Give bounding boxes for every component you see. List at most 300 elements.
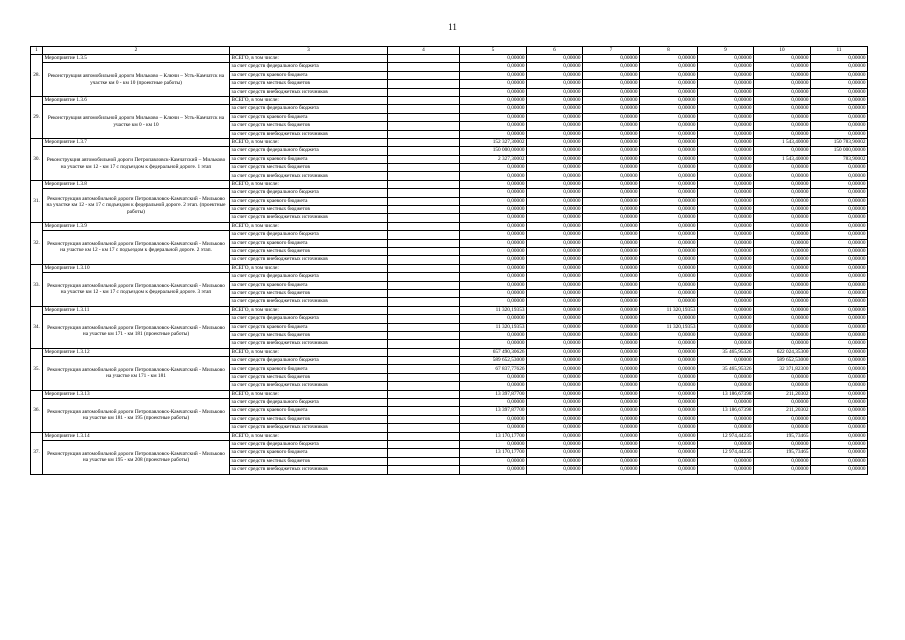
value-cell: 0,00000	[811, 331, 868, 339]
value-cell: 0,00000	[583, 105, 640, 113]
empty-cell	[388, 424, 460, 432]
row-number: 28.	[31, 55, 43, 97]
value-cell: 0,00000	[754, 466, 811, 474]
value-cell: 0,00000	[754, 222, 811, 230]
value-cell: 0,00000	[754, 264, 811, 272]
value-cell: 0,00000	[583, 55, 640, 63]
value-cell: 0,00000	[583, 172, 640, 180]
value-cell: 0,00000	[583, 306, 640, 314]
funding-source-label: за счет средств краевого бюджета	[230, 449, 388, 457]
column-number: 9	[698, 47, 754, 55]
value-cell: 0,00000	[640, 399, 698, 407]
value-cell: 0,00000	[811, 382, 868, 390]
empty-cell	[388, 147, 460, 155]
value-cell: 0,00000	[583, 113, 640, 121]
funding-source-label: за счет средств внебюджетных источников	[230, 340, 388, 348]
value-cell: 0,00000	[754, 399, 811, 407]
value-cell: 622 024,35300	[754, 348, 811, 356]
value-cell: 211,20302	[754, 390, 811, 398]
value-cell: 0,00000	[754, 71, 811, 79]
value-cell: 0,00000	[460, 424, 527, 432]
value-cell: 0,00000	[583, 323, 640, 331]
value-cell: 0,00000	[811, 306, 868, 314]
value-cell: 0,00000	[583, 289, 640, 297]
value-cell: 0,00000	[811, 466, 868, 474]
table-row	[31, 63, 868, 71]
value-cell: 0,00000	[698, 466, 754, 474]
value-cell: 0,00000	[527, 88, 583, 96]
value-cell: 0,00000	[698, 357, 754, 365]
funding-source-label: за счет средств краевого бюджета	[230, 71, 388, 79]
table-row	[31, 96, 868, 104]
value-cell: 0,00000	[527, 63, 583, 71]
funding-source-label: за счет средств местных бюджетов	[230, 331, 388, 339]
value-cell: 11 320,19353	[640, 306, 698, 314]
value-cell: 589 652,53000	[754, 357, 811, 365]
value-cell: 0,00000	[640, 231, 698, 239]
value-cell: 0,00000	[527, 323, 583, 331]
value-cell: 0,00000	[754, 239, 811, 247]
value-cell: 11 320,19353	[460, 306, 527, 314]
value-cell: 0,00000	[460, 113, 527, 121]
value-cell: 0,00000	[811, 197, 868, 205]
event-label: Мероприятие 1.3.11	[43, 306, 230, 314]
value-cell: 0,00000	[811, 264, 868, 272]
table-row	[31, 189, 868, 197]
value-cell: 0,00000	[754, 340, 811, 348]
value-cell: 0,00000	[527, 105, 583, 113]
empty-cell	[388, 306, 460, 314]
total-label: ВСЕГО, в том числе:	[230, 390, 388, 398]
value-cell: 0,00000	[460, 105, 527, 113]
value-cell: 0,00000	[754, 415, 811, 423]
value-cell: 0,00000	[698, 315, 754, 323]
empty-cell	[388, 365, 460, 373]
value-cell: 0,00000	[811, 424, 868, 432]
value-cell: 0,00000	[640, 88, 698, 96]
value-cell: 0,00000	[811, 71, 868, 79]
column-number: 1	[31, 47, 43, 55]
event-label: Мероприятие 1.3.7	[43, 138, 230, 146]
value-cell: 0,00000	[754, 80, 811, 88]
value-cell: 13 397,87700	[460, 390, 527, 398]
value-cell: 0,00000	[640, 172, 698, 180]
value-cell: 0,00000	[698, 172, 754, 180]
value-cell: 0,00000	[754, 214, 811, 222]
total-label: ВСЕГО, в том числе:	[230, 264, 388, 272]
value-cell: 195,73465	[754, 449, 811, 457]
value-cell: 0,00000	[640, 239, 698, 247]
value-cell: 0,00000	[527, 298, 583, 306]
empty-cell	[388, 415, 460, 423]
value-cell: 0,00000	[640, 415, 698, 423]
funding-source-label: за счет средств внебюджетных источников	[230, 88, 388, 96]
value-cell: 0,00000	[811, 399, 868, 407]
value-cell: 0,00000	[583, 340, 640, 348]
value-cell: 0,00000	[754, 180, 811, 188]
empty-cell	[388, 113, 460, 121]
value-cell: 11 320,19353	[640, 323, 698, 331]
value-cell: 0,00000	[527, 147, 583, 155]
value-cell: 0,00000	[460, 382, 527, 390]
value-cell: 0,00000	[527, 206, 583, 214]
row-number: 35.	[31, 348, 43, 390]
value-cell: 0,00000	[460, 55, 527, 63]
value-cell: 0,00000	[640, 457, 698, 465]
value-cell: 0,00000	[460, 264, 527, 272]
value-cell: 0,00000	[811, 105, 868, 113]
column-number: 11	[811, 47, 868, 55]
value-cell: 0,00000	[583, 440, 640, 448]
value-cell: 0,00000	[640, 440, 698, 448]
empty-cell	[388, 138, 460, 146]
value-cell: 0,00000	[698, 63, 754, 71]
value-cell: 0,00000	[811, 440, 868, 448]
value-cell: 0,00000	[527, 382, 583, 390]
row-number: 34.	[31, 306, 43, 348]
value-cell: 0,00000	[460, 399, 527, 407]
value-cell: 0,00000	[583, 382, 640, 390]
value-cell: 0,00000	[583, 155, 640, 163]
empty-cell	[388, 340, 460, 348]
value-cell: 0,00000	[583, 231, 640, 239]
event-label: Мероприятие 1.3.6	[43, 96, 230, 104]
value-cell: 0,00000	[527, 407, 583, 415]
table-row	[31, 105, 868, 113]
value-cell: 0,00000	[583, 357, 640, 365]
table-row	[31, 399, 868, 407]
value-cell: 0,00000	[640, 80, 698, 88]
value-cell: 0,00000	[811, 55, 868, 63]
value-cell: 0,00000	[527, 373, 583, 381]
value-cell: 0,00000	[583, 432, 640, 440]
value-cell: 0,00000	[460, 457, 527, 465]
empty-cell	[388, 331, 460, 339]
value-cell: 0,00000	[460, 415, 527, 423]
value-cell: 0,00000	[583, 138, 640, 146]
value-cell: 0,00000	[811, 88, 868, 96]
table-row	[31, 231, 868, 239]
total-label: ВСЕГО, в том числе:	[230, 96, 388, 104]
value-cell: 0,00000	[698, 298, 754, 306]
total-label: ВСЕГО, в том числе:	[230, 55, 388, 63]
value-cell: 0,00000	[527, 247, 583, 255]
value-cell: 0,00000	[811, 164, 868, 172]
value-cell: 589 652,53000	[460, 357, 527, 365]
value-cell: 0,00000	[527, 172, 583, 180]
funding-source-label: за счет средств краевого бюджета	[230, 113, 388, 121]
value-cell: 0,00000	[698, 373, 754, 381]
value-cell: 0,00000	[640, 466, 698, 474]
value-cell: 0,00000	[460, 96, 527, 104]
value-cell: 0,00000	[527, 214, 583, 222]
funding-source-label: за счет средств местных бюджетов	[230, 247, 388, 255]
value-cell: 0,00000	[640, 189, 698, 197]
funding-source-label: за счет средств федерального бюджета	[230, 63, 388, 71]
value-cell: 0,00000	[583, 424, 640, 432]
value-cell: 0,00000	[811, 63, 868, 71]
value-cell: 0,00000	[640, 63, 698, 71]
empty-cell	[388, 281, 460, 289]
value-cell: 0,00000	[640, 432, 698, 440]
value-cell: 0,00000	[640, 449, 698, 457]
value-cell: 0,00000	[811, 214, 868, 222]
funding-source-label: за счет средств местных бюджетов	[230, 289, 388, 297]
value-cell: 0,00000	[527, 281, 583, 289]
value-cell: 0,00000	[527, 365, 583, 373]
value-cell: 0,00000	[583, 399, 640, 407]
value-cell: 0,00000	[527, 340, 583, 348]
value-cell: 0,00000	[754, 247, 811, 255]
funding-source-label: за счет средств краевого бюджета	[230, 197, 388, 205]
empty-cell	[388, 105, 460, 113]
table-row	[31, 147, 868, 155]
value-cell: 0,00000	[527, 415, 583, 423]
row-number: 30.	[31, 138, 43, 180]
funding-source-label: за счет средств краевого бюджета	[230, 281, 388, 289]
value-cell: 0,00000	[640, 147, 698, 155]
value-cell: 0,00000	[527, 138, 583, 146]
value-cell: 0,00000	[811, 323, 868, 331]
value-cell: 0,00000	[460, 122, 527, 130]
empty-cell	[388, 55, 460, 63]
total-label: ВСЕГО, в том числе:	[230, 180, 388, 188]
value-cell: 0,00000	[754, 323, 811, 331]
value-cell: 0,00000	[698, 189, 754, 197]
value-cell: 0,00000	[460, 273, 527, 281]
funding-source-label: за счет средств федерального бюджета	[230, 231, 388, 239]
value-cell: 0,00000	[754, 382, 811, 390]
value-cell: 0,00000	[583, 206, 640, 214]
total-label: ВСЕГО, в том числе:	[230, 306, 388, 314]
value-cell: 0,00000	[527, 96, 583, 104]
value-cell: 0,00000	[811, 256, 868, 264]
value-cell: 0,00000	[811, 113, 868, 121]
value-cell: 150 000,00000	[811, 147, 868, 155]
value-cell: 0,00000	[583, 407, 640, 415]
value-cell: 0,00000	[583, 390, 640, 398]
value-cell: 0,00000	[640, 298, 698, 306]
value-cell: 0,00000	[811, 231, 868, 239]
value-cell: 0,00000	[640, 373, 698, 381]
value-cell: 0,00000	[527, 113, 583, 121]
value-cell: 0,00000	[527, 348, 583, 356]
value-cell: 0,00000	[583, 130, 640, 138]
event-label: Мероприятие 1.3.5	[43, 55, 230, 63]
value-cell: 0,00000	[527, 432, 583, 440]
funding-source-label: за счет средств федерального бюджета	[230, 399, 388, 407]
empty-cell	[388, 289, 460, 297]
value-cell: 0,00000	[754, 289, 811, 297]
funding-source-label: за счет средств краевого бюджета	[230, 407, 388, 415]
value-cell: 0,00000	[583, 331, 640, 339]
value-cell: 32 371,82300	[754, 365, 811, 373]
budget-table	[30, 46, 868, 475]
value-cell: 0,00000	[754, 105, 811, 113]
funding-source-label: за счет средств федерального бюджета	[230, 189, 388, 197]
value-cell: 0,00000	[811, 457, 868, 465]
event-label: Мероприятие 1.3.12	[43, 348, 230, 356]
value-cell: 0,00000	[754, 113, 811, 121]
empty-cell	[388, 71, 460, 79]
value-cell: 0,00000	[640, 424, 698, 432]
empty-cell	[388, 189, 460, 197]
value-cell: 0,00000	[583, 281, 640, 289]
value-cell: 0,00000	[640, 264, 698, 272]
value-cell: 0,00000	[754, 55, 811, 63]
value-cell: 0,00000	[698, 323, 754, 331]
value-cell: 0,00000	[698, 71, 754, 79]
value-cell: 0,00000	[527, 264, 583, 272]
value-cell: 0,00000	[698, 197, 754, 205]
funding-source-label: за счет средств краевого бюджета	[230, 239, 388, 247]
value-cell: 0,00000	[583, 180, 640, 188]
value-cell: 0,00000	[754, 440, 811, 448]
column-number: 10	[754, 47, 811, 55]
empty-cell	[388, 214, 460, 222]
value-cell: 0,00000	[698, 130, 754, 138]
value-cell: 12 974,44235	[698, 449, 754, 457]
value-cell: 13 186,67398	[698, 407, 754, 415]
empty-cell	[388, 440, 460, 448]
value-cell: 0,00000	[754, 96, 811, 104]
table-row	[31, 315, 868, 323]
page-number: 11	[448, 22, 457, 32]
value-cell: 0,00000	[754, 457, 811, 465]
value-cell: 0,00000	[640, 348, 698, 356]
value-cell: 0,00000	[583, 189, 640, 197]
value-cell: 35 465,95326	[698, 365, 754, 373]
value-cell: 0,00000	[583, 164, 640, 172]
value-cell: 657 490,30626	[460, 348, 527, 356]
empty-cell	[388, 449, 460, 457]
value-cell: 0,00000	[527, 189, 583, 197]
funding-source-label: за счет средств внебюджетных источников	[230, 424, 388, 432]
empty-cell	[388, 457, 460, 465]
funding-source-label: за счет средств краевого бюджета	[230, 365, 388, 373]
value-cell: 0,00000	[754, 122, 811, 130]
funding-source-label: за счет средств внебюджетных источников	[230, 382, 388, 390]
value-cell: 0,00000	[527, 155, 583, 163]
value-cell: 0,00000	[583, 466, 640, 474]
value-cell: 0,00000	[640, 273, 698, 281]
value-cell: 0,00000	[811, 390, 868, 398]
value-cell: 0,00000	[754, 281, 811, 289]
value-cell: 0,00000	[754, 206, 811, 214]
value-cell: 13 186,67398	[698, 390, 754, 398]
value-cell: 0,00000	[583, 415, 640, 423]
value-cell: 0,00000	[754, 256, 811, 264]
value-cell: 0,00000	[698, 138, 754, 146]
value-cell: 0,00000	[460, 231, 527, 239]
funding-source-label: за счет средств местных бюджетов	[230, 164, 388, 172]
empty-cell	[388, 382, 460, 390]
value-cell: 11 320,19353	[460, 323, 527, 331]
value-cell: 0,00000	[811, 281, 868, 289]
value-cell: 0,00000	[527, 164, 583, 172]
empty-cell	[388, 373, 460, 381]
funding-source-label: за счет средств местных бюджетов	[230, 122, 388, 130]
empty-cell	[388, 180, 460, 188]
value-cell: 0,00000	[698, 113, 754, 121]
empty-cell	[388, 315, 460, 323]
value-cell: 0,00000	[460, 206, 527, 214]
funding-source-label: за счет средств краевого бюджета	[230, 323, 388, 331]
event-name: Реконструкция автомобильной дороги Петропавловск-Камчатский - Мильково на участке км 181 - км 195 (проектные работы)	[43, 399, 230, 433]
funding-source-label: за счет средств внебюджетных источников	[230, 298, 388, 306]
value-cell: 0,00000	[583, 315, 640, 323]
value-cell: 0,00000	[583, 63, 640, 71]
value-cell: 0,00000	[583, 449, 640, 457]
value-cell: 0,00000	[640, 55, 698, 63]
value-cell: 0,00000	[527, 466, 583, 474]
value-cell: 0,00000	[811, 180, 868, 188]
value-cell: 0,00000	[583, 348, 640, 356]
value-cell: 0,00000	[527, 457, 583, 465]
empty-cell	[388, 407, 460, 415]
table-row	[31, 138, 868, 146]
funding-source-label: за счет средств федерального бюджета	[230, 315, 388, 323]
value-cell: 0,00000	[698, 273, 754, 281]
value-cell: 0,00000	[460, 189, 527, 197]
value-cell: 0,00000	[811, 96, 868, 104]
total-label: ВСЕГО, в том числе:	[230, 222, 388, 230]
value-cell: 0,00000	[811, 365, 868, 373]
value-cell: 0,00000	[698, 231, 754, 239]
value-cell: 195,73465	[754, 432, 811, 440]
row-number: 31.	[31, 180, 43, 222]
value-cell: 783,90002	[811, 155, 868, 163]
empty-cell	[388, 206, 460, 214]
value-cell: 0,00000	[754, 373, 811, 381]
funding-source-label: за счет средств внебюджетных источников	[230, 466, 388, 474]
value-cell: 0,00000	[698, 424, 754, 432]
value-cell: 0,00000	[527, 315, 583, 323]
value-cell: 0,00000	[460, 440, 527, 448]
event-name: Реконструкция автомобильной дороги Мильково – Ключи – Усть-Камчатск на участке км 0 - км 10	[43, 105, 230, 139]
row-number: 37.	[31, 432, 43, 474]
value-cell: 0,00000	[754, 273, 811, 281]
value-cell: 0,00000	[754, 130, 811, 138]
empty-cell	[388, 298, 460, 306]
empty-cell	[388, 222, 460, 230]
funding-source-label: за счет средств федерального бюджета	[230, 357, 388, 365]
empty-cell	[388, 88, 460, 96]
value-cell: 0,00000	[811, 273, 868, 281]
value-cell: 0,00000	[527, 306, 583, 314]
empty-cell	[388, 130, 460, 138]
value-cell: 0,00000	[460, 239, 527, 247]
value-cell: 0,00000	[460, 80, 527, 88]
value-cell: 0,00000	[460, 331, 527, 339]
value-cell: 0,00000	[583, 365, 640, 373]
column-number: 4	[388, 47, 460, 55]
table-row	[31, 55, 868, 63]
value-cell: 0,00000	[583, 71, 640, 79]
value-cell: 0,00000	[640, 331, 698, 339]
value-cell: 0,00000	[698, 415, 754, 423]
value-cell: 0,00000	[698, 180, 754, 188]
value-cell: 0,00000	[640, 340, 698, 348]
value-cell: 0,00000	[698, 96, 754, 104]
value-cell: 0,00000	[460, 180, 527, 188]
column-number: 5	[460, 47, 527, 55]
value-cell: 0,00000	[583, 80, 640, 88]
value-cell: 0,00000	[698, 281, 754, 289]
value-cell: 0,00000	[583, 197, 640, 205]
value-cell: 0,00000	[640, 357, 698, 365]
value-cell: 0,00000	[527, 231, 583, 239]
